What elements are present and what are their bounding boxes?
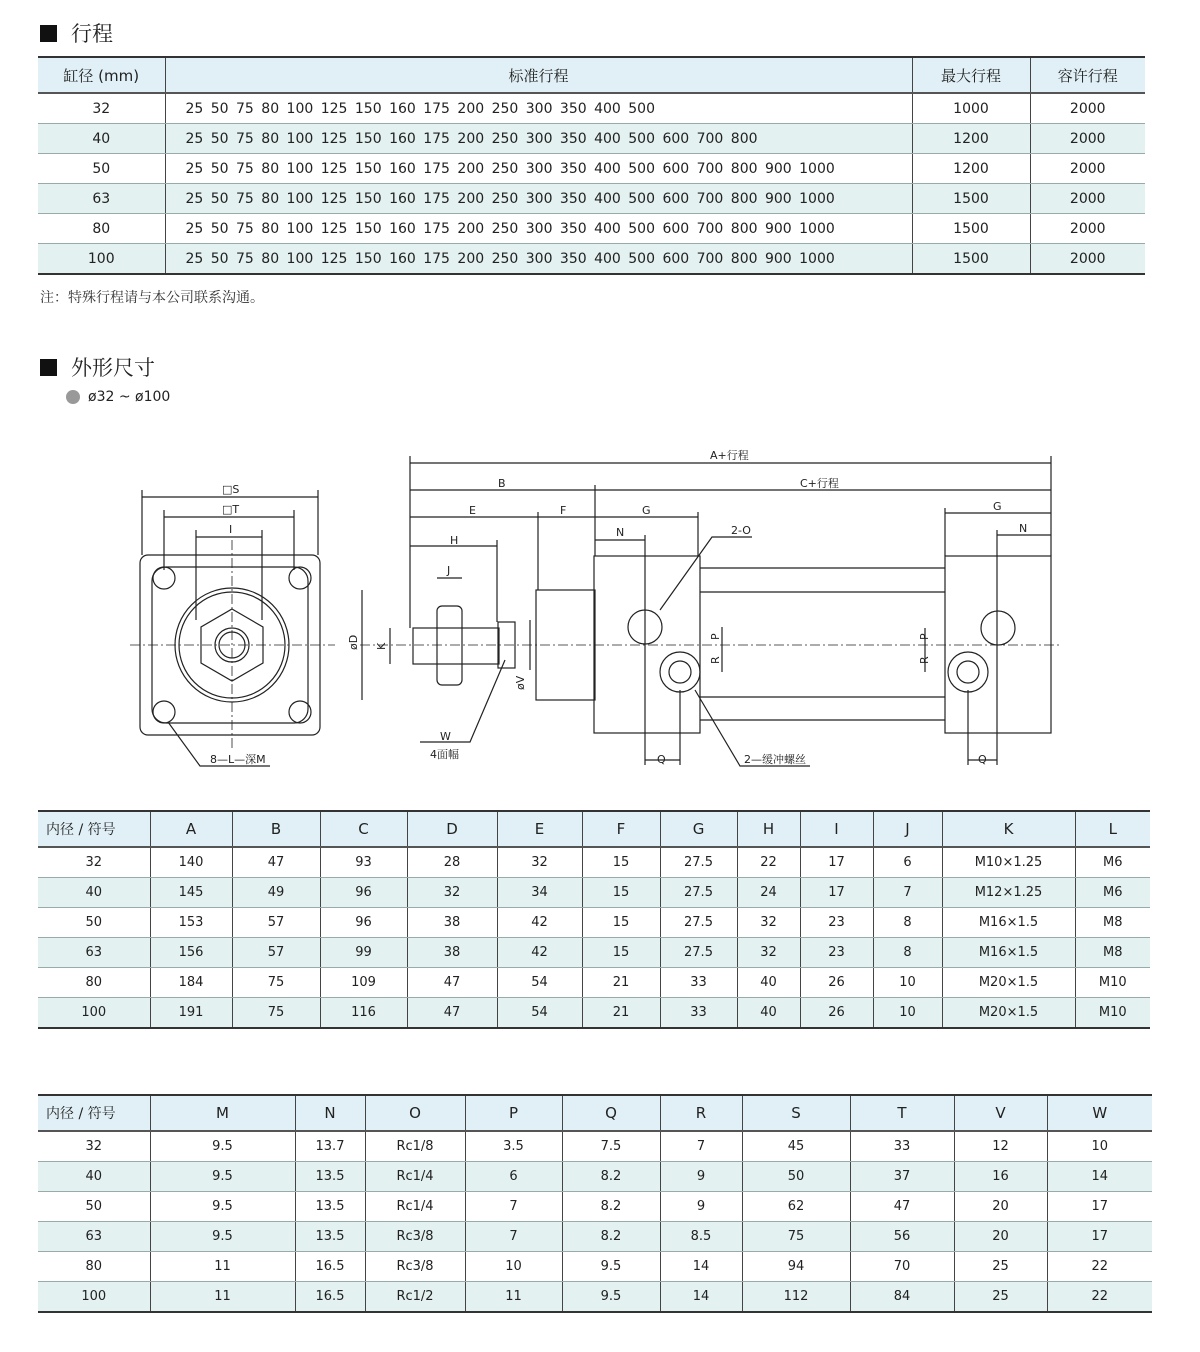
table-cell: 50 [38,908,150,938]
table-cell: 10 [1047,1131,1152,1162]
table-row [38,124,1145,154]
table-cell: 10 [465,1252,562,1282]
table-cell: 140 [150,847,232,878]
table-cell: 40 [737,968,800,998]
table-cell: 75 [232,968,320,998]
table-cell: 17 [800,878,873,908]
column-header: 最大行程 [912,57,1030,93]
table-cell: 80 [38,968,150,998]
table-cell: 9.5 [150,1222,295,1252]
column-header: C [320,811,407,847]
table-cell: 63 [38,184,165,214]
column-header: 缸径 (mm) [38,57,165,93]
table-cell: 25 50 75 80 100 125 150 160 175 200 250 300 350 400 500 600 700 800 900 1000 [165,244,912,275]
table-cell: 100 [38,1282,150,1313]
front-view [130,490,335,766]
table-cell: M20×1.5 [942,998,1075,1029]
table-cell: 12 [954,1131,1047,1162]
label-D: øD [347,634,360,650]
table-row [38,847,1150,878]
table-cell: 25 [954,1252,1047,1282]
table-cell: 32 [737,908,800,938]
label-W-flats: 4面幅 [430,748,459,761]
table-cell: 8 [873,908,942,938]
table-row [38,968,1150,998]
section-title: 外形尺寸 [71,356,155,380]
table-cell: 37 [850,1162,954,1192]
table-cell: 9 [660,1162,742,1192]
label-W: W [440,730,451,743]
table-cell: 8 [873,938,942,968]
table-cell: 153 [150,908,232,938]
table-cell: 1000 [912,93,1030,124]
table-row [38,878,1150,908]
column-header: L [1075,811,1150,847]
table-cell: 13.5 [295,1192,365,1222]
table-cell: 20 [954,1222,1047,1252]
table-cell: 14 [660,1282,742,1313]
column-header: W [1047,1095,1152,1131]
table-cell: 1200 [912,154,1030,184]
table-row [38,214,1145,244]
label-R: R [709,656,722,664]
table-cell: 93 [320,847,407,878]
table-cell: 40 [737,998,800,1029]
table-cell: 13.5 [295,1162,365,1192]
dimension-drawing [0,420,1200,790]
table-cell: 63 [38,1222,150,1252]
table-cell: M6 [1075,878,1150,908]
column-header: N [295,1095,365,1131]
column-header: 标准行程 [165,57,912,93]
table-cell: 25 [954,1282,1047,1313]
bore-range [66,389,170,405]
label-B: B [498,477,506,490]
table-cell: M12×1.25 [942,878,1075,908]
table-cell: 16 [954,1162,1047,1192]
table-cell: M6 [1075,847,1150,878]
table-cell: 32 [407,878,497,908]
label-F: F [560,504,567,517]
table-cell: M8 [1075,908,1150,938]
table-cell: 112 [742,1282,850,1313]
column-header: D [407,811,497,847]
column-header: F [582,811,660,847]
table-row [38,93,1145,124]
table-cell: 9 [660,1192,742,1222]
column-header: E [497,811,582,847]
table-cell: 56 [850,1222,954,1252]
table-cell: 116 [320,998,407,1029]
table-cell: 22 [1047,1282,1152,1313]
table-cell: 10 [873,998,942,1029]
table-cell: 6 [465,1162,562,1192]
table-cell: 17 [1047,1192,1152,1222]
table-row [38,1162,1152,1192]
table-row [38,1222,1152,1252]
column-header: O [365,1095,465,1131]
table-cell: 7 [873,878,942,908]
table-cell: 15 [582,878,660,908]
table-cell: 15 [582,938,660,968]
table-cell: 16.5 [295,1252,365,1282]
table-cell: 40 [38,124,165,154]
table-cell: 17 [800,847,873,878]
table-cell: Rc1/4 [365,1162,465,1192]
label-E: E [469,504,476,517]
table-cell: 25 50 75 80 100 125 150 160 175 200 250 300 350 400 500 [165,93,912,124]
table-cell: 7 [465,1222,562,1252]
table-cell: 9.5 [150,1162,295,1192]
table-cell: 47 [407,998,497,1029]
table-cell: Rc1/2 [365,1282,465,1313]
stroke-note: 注：特殊行程请与本公司联系沟通。 [40,290,264,306]
column-header: 容许行程 [1030,57,1145,93]
table-cell: Rc1/4 [365,1192,465,1222]
label-S: □S [222,483,240,496]
label-G: G [642,504,651,517]
table-cell: M16×1.5 [942,938,1075,968]
table-cell: 40 [38,878,150,908]
table-cell: Rc3/8 [365,1252,465,1282]
table-cell: 38 [407,938,497,968]
label-K: K [375,642,388,650]
label-N-rear: N [1019,522,1028,535]
table-cell: 80 [38,1252,150,1282]
column-header: G [660,811,737,847]
table-cell: 2000 [1030,184,1145,214]
column-header: H [737,811,800,847]
table-cell: 45 [742,1131,850,1162]
column-header: A [150,811,232,847]
table-cell: 33 [850,1131,954,1162]
table-cell: 25 50 75 80 100 125 150 160 175 200 250 300 350 400 500 600 700 800 900 1000 [165,214,912,244]
table-cell: 28 [407,847,497,878]
table-cell: Rc1/8 [365,1131,465,1162]
table-cell: 38 [407,908,497,938]
table-cell: 32 [38,1131,150,1162]
label-J: J [447,564,451,577]
column-header: T [850,1095,954,1131]
table-cell: 80 [38,214,165,244]
table-cell: 145 [150,878,232,908]
table-row [38,154,1145,184]
table-cell: 13.5 [295,1222,365,1252]
label-mount-holes: 8—L—深M [210,753,266,766]
table-cell: 22 [737,847,800,878]
table-cell: 57 [232,908,320,938]
table-cell: 25 50 75 80 100 125 150 160 175 200 250 300 350 400 500 600 700 800 900 1000 [165,154,912,184]
label-V: øV [514,675,527,690]
table-cell: 11 [150,1252,295,1282]
table-cell: 7 [465,1192,562,1222]
table-cell: 1500 [912,214,1030,244]
table-cell: 34 [497,878,582,908]
table-cell: 13.7 [295,1131,365,1162]
table-cell: 50 [38,1192,150,1222]
table-cell: M10 [1075,968,1150,998]
table-cell: M16×1.5 [942,908,1075,938]
dimension-table-m-w [38,1094,1152,1313]
column-header: R [660,1095,742,1131]
table-cell: 26 [800,968,873,998]
table-cell: 8.2 [562,1162,660,1192]
table-row [38,184,1145,214]
table-cell: M8 [1075,938,1150,968]
table-cell: 27.5 [660,878,737,908]
column-header: S [742,1095,850,1131]
label-G-rear: G [993,500,1002,513]
table-cell: 24 [737,878,800,908]
table-cell: 49 [232,878,320,908]
table-row [38,244,1145,275]
column-header: Q [562,1095,660,1131]
square-bullet-icon [40,25,57,42]
table-cell: 25 50 75 80 100 125 150 160 175 200 250 300 350 400 500 600 700 800 900 1000 [165,184,912,214]
table-cell: 184 [150,968,232,998]
circle-bullet-icon [66,390,80,404]
table-cell: 47 [850,1192,954,1222]
label-Q-rear: Q [978,753,987,766]
table-row [38,908,1150,938]
table-cell: 11 [465,1282,562,1313]
table-cell: 32 [737,938,800,968]
table-cell: 1500 [912,244,1030,275]
table-cell: 7 [660,1131,742,1162]
table-cell: 32 [38,93,165,124]
table-row [38,938,1150,968]
table-cell: 57 [232,938,320,968]
table-cell: 25 50 75 80 100 125 150 160 175 200 250 300 350 400 500 600 700 800 [165,124,912,154]
section-dimensions-heading [40,352,155,382]
section-stroke-heading [40,18,113,48]
label-R-rear: R [918,656,931,664]
table-cell: 21 [582,998,660,1029]
label-cushion: 2—缓冲螺丝 [744,753,806,766]
square-bullet-icon [40,359,57,376]
table-cell: 54 [497,998,582,1029]
table-cell: 3.5 [465,1131,562,1162]
table-cell: 9.5 [562,1252,660,1282]
table-cell: 14 [660,1252,742,1282]
section-title: 行程 [71,22,113,46]
table-cell: 109 [320,968,407,998]
table-cell: 15 [582,847,660,878]
label-P: P [709,633,722,640]
table-cell: 17 [1047,1222,1152,1252]
table-cell: 63 [38,938,150,968]
label-H: H [450,534,459,547]
table-cell: 50 [38,154,165,184]
dimension-table-a-l [38,810,1150,1029]
label-Q: Q [657,753,666,766]
table-cell: 54 [497,968,582,998]
column-header: 内径 / 符号 [38,1095,150,1131]
table-cell: 23 [800,908,873,938]
table-cell: 9.5 [562,1282,660,1313]
table-cell: 96 [320,908,407,938]
table-cell: 84 [850,1282,954,1313]
table-cell: 47 [407,968,497,998]
table-cell: Rc3/8 [365,1222,465,1252]
table-cell: 16.5 [295,1282,365,1313]
table-cell: 2000 [1030,244,1145,275]
table-cell: 8.2 [562,1192,660,1222]
table-row [38,998,1150,1029]
table-cell: 99 [320,938,407,968]
table-cell: 42 [497,938,582,968]
column-header: P [465,1095,562,1131]
table-cell: 94 [742,1252,850,1282]
table-cell: 100 [38,998,150,1029]
table-cell: 70 [850,1252,954,1282]
table-cell: 2000 [1030,124,1145,154]
table-cell: 22 [1047,1252,1152,1282]
table-cell: 27.5 [660,938,737,968]
table-cell: 15 [582,908,660,938]
table-cell: 7.5 [562,1131,660,1162]
side-view [360,456,1060,766]
table-cell: M10×1.25 [942,847,1075,878]
table-cell: M10 [1075,998,1150,1029]
table-cell: 33 [660,998,737,1029]
table-cell: 62 [742,1192,850,1222]
table-cell: 33 [660,968,737,998]
table-cell: 8.2 [562,1222,660,1252]
column-header: K [942,811,1075,847]
column-header: V [954,1095,1047,1131]
label-I: I [229,523,233,536]
table-cell: 1500 [912,184,1030,214]
table-cell: 42 [497,908,582,938]
table-cell: 100 [38,244,165,275]
column-header: I [800,811,873,847]
table-cell: 21 [582,968,660,998]
table-cell: M20×1.5 [942,968,1075,998]
table-cell: 2000 [1030,214,1145,244]
label-ports: 2-O [731,524,751,537]
table-cell: 20 [954,1192,1047,1222]
table-cell: 8.5 [660,1222,742,1252]
table-cell: 75 [742,1222,850,1252]
column-header: J [873,811,942,847]
table-cell: 6 [873,847,942,878]
table-cell: 156 [150,938,232,968]
label-N: N [616,526,625,539]
table-cell: 26 [800,998,873,1029]
table-cell: 10 [873,968,942,998]
label-C: C+行程 [800,477,839,490]
label-A: A+行程 [710,449,749,462]
table-row [38,1252,1152,1282]
table-cell: 50 [742,1162,850,1192]
table-cell: 40 [38,1162,150,1192]
table-cell: 14 [1047,1162,1152,1192]
table-cell: 75 [232,998,320,1029]
table-cell: 32 [38,847,150,878]
table-cell: 27.5 [660,908,737,938]
table-cell: 9.5 [150,1131,295,1162]
column-header: M [150,1095,295,1131]
table-cell: 2000 [1030,154,1145,184]
table-cell: 27.5 [660,847,737,878]
table-row [38,1282,1152,1313]
label-T: □T [222,503,240,516]
table-cell: 9.5 [150,1192,295,1222]
stroke-table [38,56,1145,275]
table-cell: 96 [320,878,407,908]
table-row [38,1131,1152,1162]
bore-range-text: ø32 ~ ø100 [88,389,171,405]
table-cell: 23 [800,938,873,968]
table-row [38,1192,1152,1222]
table-cell: 2000 [1030,93,1145,124]
table-cell: 47 [232,847,320,878]
column-header: 内径 / 符号 [38,811,150,847]
label-P-rear: P [918,633,931,640]
table-cell: 32 [497,847,582,878]
column-header: B [232,811,320,847]
table-cell: 11 [150,1282,295,1313]
table-cell: 191 [150,998,232,1029]
table-cell: 1200 [912,124,1030,154]
